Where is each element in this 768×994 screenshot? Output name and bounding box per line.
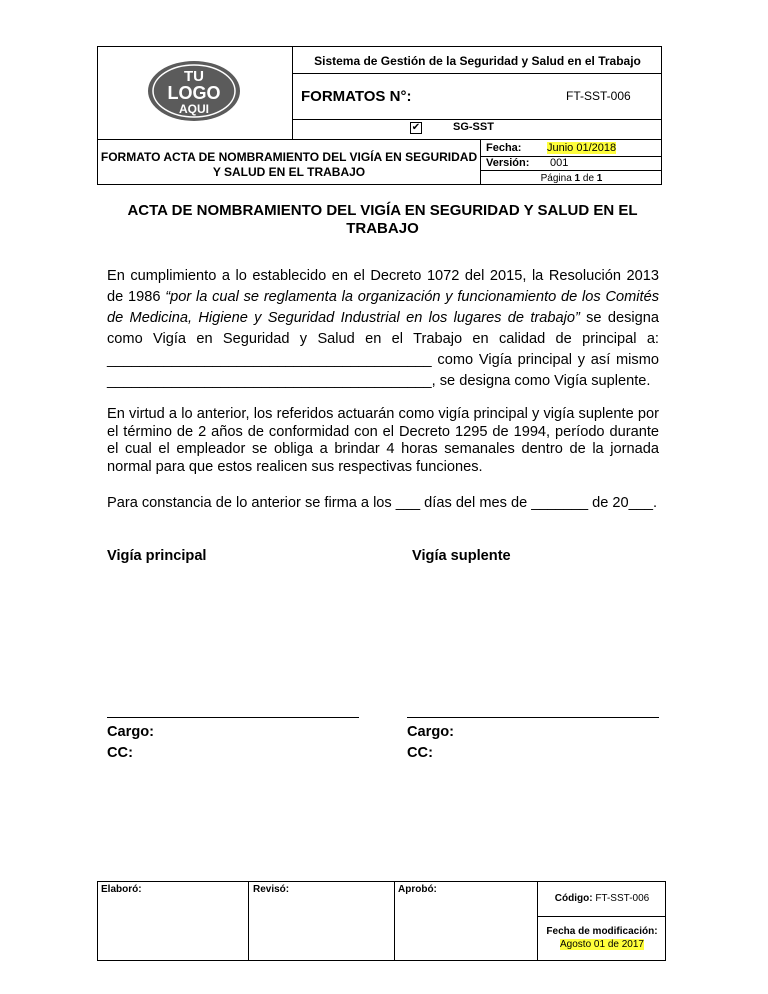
signature-line-principal	[107, 717, 359, 718]
cc-suplente-label: CC:	[407, 745, 433, 761]
paragraph-3: Para constancia de lo anterior se firma a los ___ días del mes de _______ de 20___.	[107, 495, 658, 511]
logo-text-1: TU	[184, 68, 204, 85]
elaboro-label: Elaboró:	[101, 884, 142, 895]
formatos-label: FORMATOS N°:	[301, 88, 412, 105]
fecha-mod-value: Agosto 01 de 2017	[560, 939, 644, 950]
fecha-mod-label: Fecha de modificación:	[546, 926, 658, 937]
aprobo-label: Aprobó:	[398, 884, 437, 895]
form-name: FORMATO ACTA DE NOMBRAMIENTO DEL VIGÍA EN SEGURIDAD Y SALUD EN EL TRABAJO	[100, 150, 478, 179]
version-value: 001	[550, 157, 569, 169]
vigia-principal-label: Vigía principal	[107, 548, 207, 564]
paragraph-2: En virtud a lo anterior, los referidos actuarán como vigía principal y vigía suplente por el término de 2 años de conformidad con el Decreto 1295 de 1994, período durante el cual el empleador se obliga a brindar 4 horas semanales dentro de la jornada normal para que estos realicen sus respectivas funciones.	[107, 406, 659, 475]
cargo-principal-label: Cargo:	[107, 724, 155, 740]
cc-principal-label: CC:	[107, 745, 133, 761]
checkbox-icon: ✔	[411, 122, 421, 133]
logo-text-3: AQUI	[179, 102, 209, 116]
document-title: ACTA DE NOMBRAMIENTO DEL VIGÍA EN SEGURIDAD Y SALUD EN EL TRABAJO	[127, 202, 638, 237]
page-indicator: Página 1 de 1	[540, 173, 603, 184]
signature-line-suplente	[407, 717, 659, 718]
logo-text-2: LOGO	[167, 83, 221, 103]
codigo-field: Código: FT-SST-006	[554, 893, 650, 904]
company-logo	[146, 59, 242, 123]
vigia-suplente-label: Vigía suplente	[412, 548, 511, 564]
fecha-label: Fecha:	[486, 142, 522, 154]
fecha-value: Junio 01/2018	[547, 142, 617, 154]
cargo-suplente-label: Cargo:	[407, 724, 455, 740]
system-title: Sistema de Gestión de la Seguridad y Salud en el Trabajo	[314, 54, 641, 68]
sgsst-label: SG-SST	[453, 121, 494, 133]
form-code: FT-SST-006	[566, 89, 631, 103]
paragraph-1: En cumplimiento a lo establecido en el Decreto 1072 del 2015, la Resolución 2013 de 1986 “por la cual se reglamenta la organización y funcionamiento de los Comités de Medicina, Higiene y Seguridad Industrial en los lugares de trabajo” se designa como Vigía en Seguridad y Salud en el Trabajo en calidad de principal a: ________________________________________ como Vigía principal y así mismo ________________________________________, se designa como Vigía suplente.	[107, 268, 660, 389]
reviso-label: Revisó:	[253, 884, 290, 895]
version-label: Versión:	[486, 157, 530, 169]
